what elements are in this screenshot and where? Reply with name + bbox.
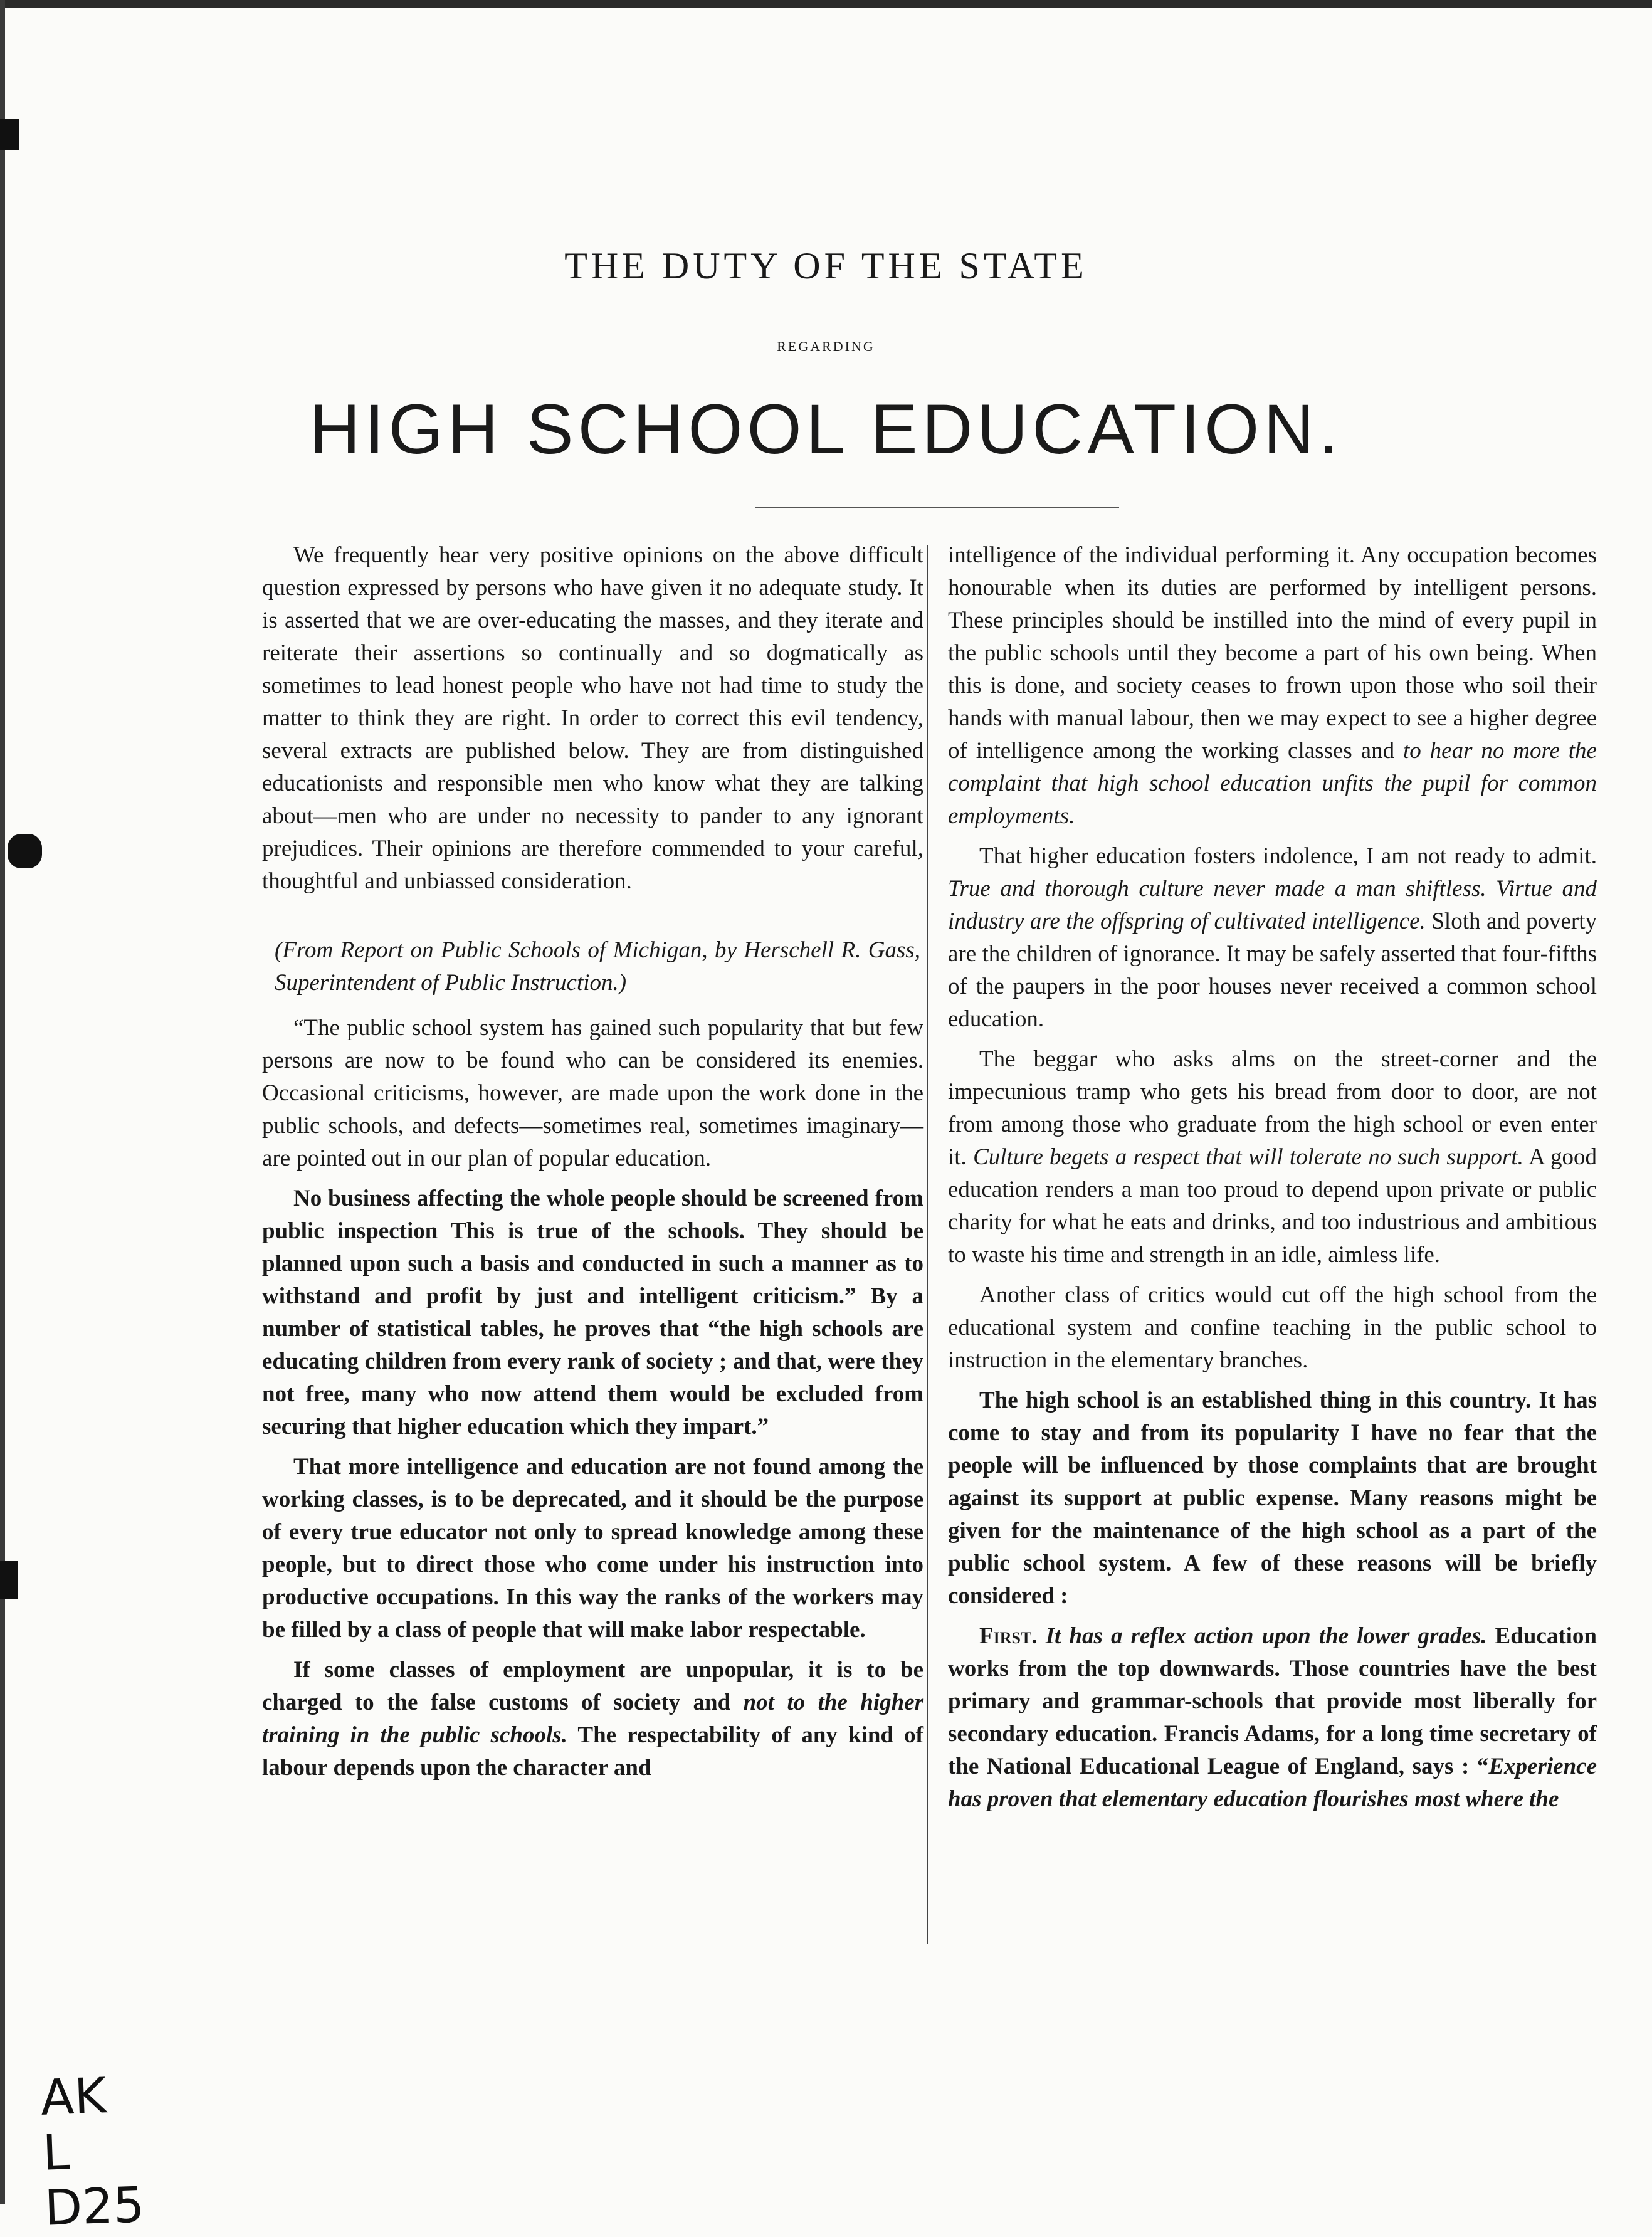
margin-note-line: AK: [39, 2068, 107, 2127]
emphasis-span: not to the higher training in the public schools.: [262, 1690, 923, 1748]
text-span: If some classes of employment are unpopular, it is to be charged to the false customs of society and: [262, 1657, 923, 1715]
source-citation: (From Report on Public Schools of Michigan, by Herschell R. Gass, Superintendent of Public Instruction.): [275, 937, 920, 996]
title-line-1: THE DUTY OF THE STATE: [564, 245, 1088, 287]
paragraph-working-classes: That more intelligence and education are not found among the working classes, is to be deprecated, and it should be the purpose of every true educator not only to spread knowledge among these people, but to direct those who come under his instruction into productive occupations. In this way the ranks of the workers may be filled by a class of people that will make labor respectable.: [262, 1454, 923, 1643]
binding-mark-2: [8, 834, 42, 868]
emphasis-span: Experience has proven that elementary education flourishes most where the: [948, 1754, 1597, 1812]
binding-mark-3: [0, 1561, 18, 1599]
left-column: [262, 539, 923, 1792]
title-regarding: REGARDING: [777, 339, 875, 354]
column-divider: [927, 545, 928, 1944]
intro-paragraph: We frequently hear very positive opinions on the above difficult question expressed by persons who have given it no adequate study. It is asserted that we are over-educating the masses, and they iterate and reiterate their assertions so continually and so dogmatically as sometimes to lead honest people who have not had time to study the matter to think they are right. In order to correct this evil tendency, several extracts are published below. They are from distinguished educationists and responsible men who know what they are talking about—men who are under no necessity to pander to any ignorant prejudices. Their opinions are therefore commended to your careful, thoughtful and unbiassed consideration.: [262, 542, 923, 894]
scan-edge-top: [0, 0, 1652, 8]
text-span: The beggar who asks alms on the street-corner and the impecunious tramp who gets his bread from door to door, are not from among those who graduate from the high school or even enter it.: [948, 1046, 1597, 1170]
text-span: intelligence of the individual performing it. Any occupation becomes honourable when its duties are performed by intelligent persons. These principles should be instilled into the mind of every pupil in the public schools until they become a part of his own being. When this is done, and society ceases to frown upon those who soil their hands with manual labour, then we may expect to see a higher degree of intelligence among the working classes and: [948, 542, 1597, 764]
text-span: The respectability of any kind of labour depends upon the character and: [262, 1722, 923, 1781]
emphasis-span: to hear no more the complaint that high school education unfits the pupil for common employments.: [948, 738, 1597, 829]
paragraph-critics: Another class of critics would cut off the high school from the educational system and confine teaching in the public school to instruction in the elementary branches.: [948, 1282, 1597, 1373]
paragraph-indolence: [948, 840, 1597, 1036]
paragraph-continuation: [948, 539, 1597, 833]
reason-label: First.: [979, 1623, 1038, 1649]
right-column: [948, 539, 1597, 1823]
paragraph-employment: [262, 1654, 923, 1784]
title-line-2: HIGH SCHOOL EDUCATION.: [309, 390, 1343, 468]
paragraph-beggar: [948, 1043, 1597, 1271]
paragraph-first-reason: [948, 1620, 1597, 1816]
paragraph-established: The high school is an established thing in this country. It has come to stay and from its popularity I have no fear that the people will be influenced by those complaints that are brought against its support at public expense. Many reasons might be given for the maintenance of the high school as a part of the public school system. A few of these reasons will be briefly considered :: [948, 1387, 1597, 1609]
text-span: Sloth and poverty are the children of ignorance. It may be safely asserted that four-fifths of the paupers in the poor houses never received a common school education.: [948, 908, 1597, 1032]
quote-paragraph-2: No business affecting the whole people should be screened from public inspection This is true of the schools. They should be planned upon such a basis and conducted in such a manner as to withstand and profit by just and intelligent criticism.” By a number of statistical tables, he proves that “the high schools are educating children from every rank of society ; and that, were they not free, many who now attend them would be excluded from securing that higher education which they impart.”: [262, 1186, 923, 1440]
margin-note-line: L: [41, 2124, 71, 2182]
emphasis-span: It has a reflex action upon the lower grades.: [1037, 1623, 1487, 1649]
quote-paragraph-1: “The public school system has gained such popularity that but few persons are now to be found who can be considered its enemies. Occasional criticisms, however, are made upon the work done in the public schools, and defects—sometimes real, sometimes imaginary—are pointed out in our plan of popular education.: [262, 1015, 923, 1171]
text-span: Education works from the top downwards. Those countries have the best primary and grammar-schools that provide most liberally for secondary education. Francis Adams, for a long time secretary of the National Educational League of England, says : “: [948, 1623, 1597, 1779]
margin-note-line: D25: [43, 2177, 145, 2237]
text-span: That higher education fosters indolence, I am not ready to admit.: [979, 843, 1597, 869]
emphasis-span: True and thorough culture never made a man shiftless. Virtue and industry are the offspring of cultivated intelligence.: [948, 876, 1597, 934]
title-rule: [755, 507, 1119, 508]
binding-mark-1: [0, 119, 19, 150]
scan-edge-left: [0, 0, 5, 2204]
handwritten-margin-note: [39, 2067, 145, 2236]
emphasis-span: Culture begets a respect that will tolerate no such support.: [973, 1144, 1523, 1170]
text-span: A good education renders a man too proud to depend upon private or public charity for what he eats and drinks, and too industrious and ambitious to waste his time and strength in an idle, aimless life.: [948, 1144, 1597, 1268]
